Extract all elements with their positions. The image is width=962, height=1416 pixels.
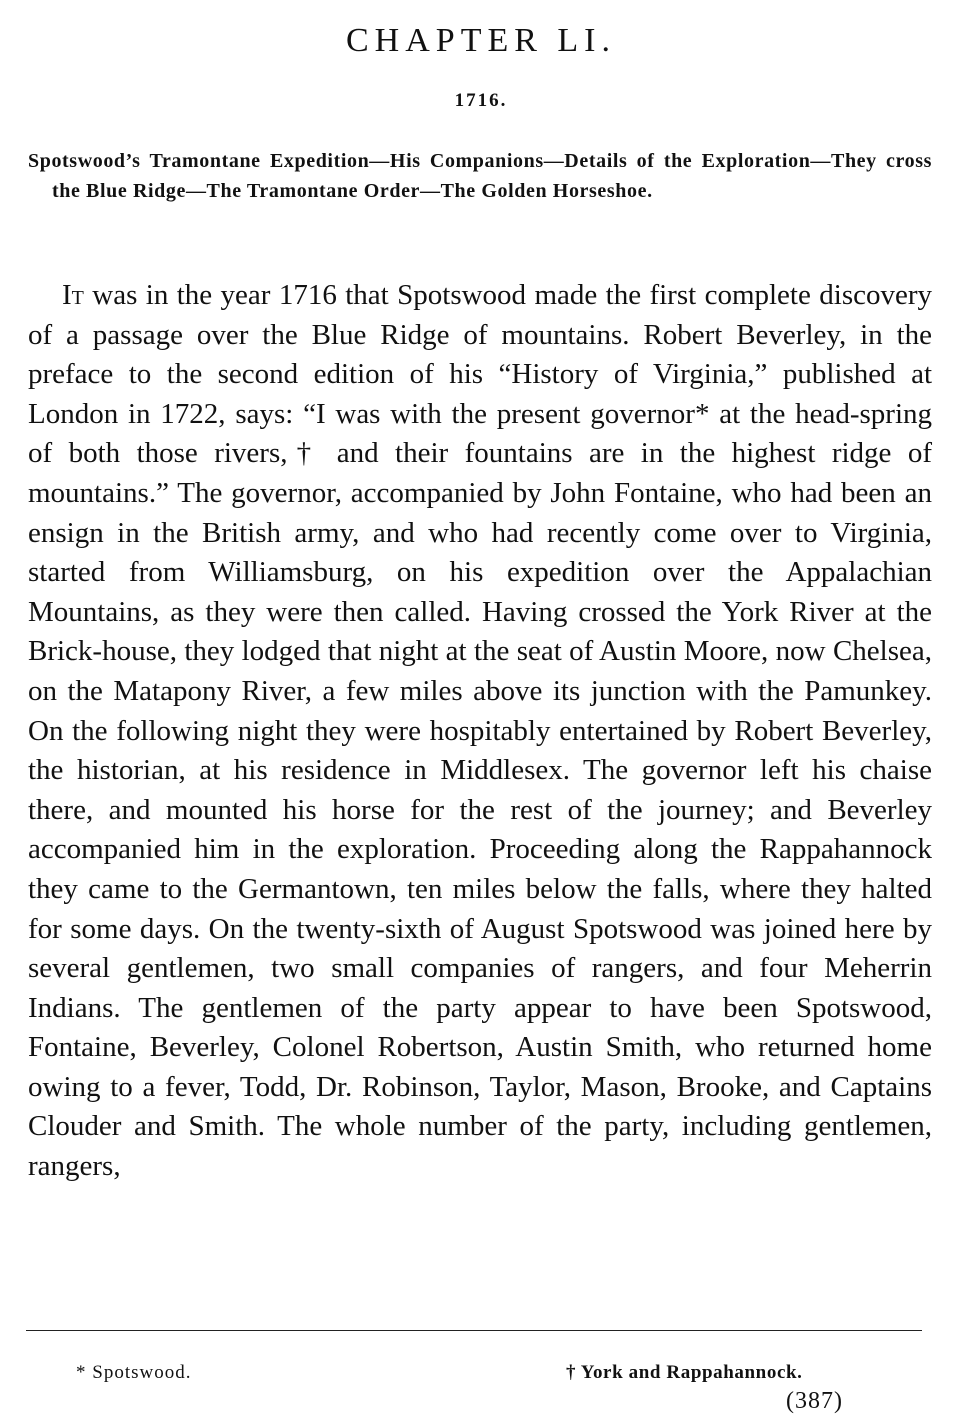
- footnote-asterisk: * Spotswood.: [76, 1362, 192, 1383]
- footnote-divider: [26, 1330, 922, 1331]
- chapter-synopsis: [28, 146, 932, 206]
- body-paragraph: [28, 276, 932, 1187]
- chapter-synopsis-text: Spotswood’s Tramontane Expedition—His Companions—Details of the Exploration—They cross the Blue Ridge—The Tramontane Order—The Golden Horseshoe.: [28, 150, 932, 202]
- paragraph-lead-word: It: [62, 279, 84, 311]
- footnote-dagger: † York and Rappahannock.: [566, 1362, 803, 1383]
- chapter-year: 1716.: [454, 90, 508, 111]
- paragraph-text: was in the year 1716 that Spotswood made the first complete discovery of a passage over the Blue Ridge of mountains. Robert Beverley, in the preface to the second edition of his “History of Virginia,” published at London in 1722, says: “I was with the present governor* at the head-spring of both those rivers,† and their fountains are in the highest ridge of mountains.” The governor, accompanied by John Fontaine, who had been an ensign in the British army, and who had recently come over to Virginia, started from Williamsburg, on his expedition over the Appalachian Mountains, as they were then called. Having crossed the York River at the Brick-house, they lodged that night at the seat of Austin Moore, now Chelsea, on the Matapony River, a few miles above its junction with the Pamunkey. On the following night they were hospitably entertained by Robert Beverley, the historian, at his residence in Middlesex. The governor left his chaise there, and mounted his horse for the rest of the journey; and Beverley accompanied him in the exploration. Proceeding along the Rappahannock they came to the Germantown, ten miles below the falls, where they halted for some days. On the twenty-sixth of August Spotswood was joined here by several gentlemen, two small companies of rangers, and four Meherrin Indians. The gentlemen of the party appear to have been Spotswood, Fontaine, Beverley, Colonel Robertson, Austin Smith, who returned home owing to a fever, Todd, Dr. Robinson, Taylor, Mason, Brooke, and Captains Clouder and Smith. The whole number of the party, including gentlemen, rangers,: [28, 279, 932, 1183]
- page-number: (387): [786, 1388, 843, 1414]
- chapter-title: CHAPTER LI.: [346, 22, 616, 59]
